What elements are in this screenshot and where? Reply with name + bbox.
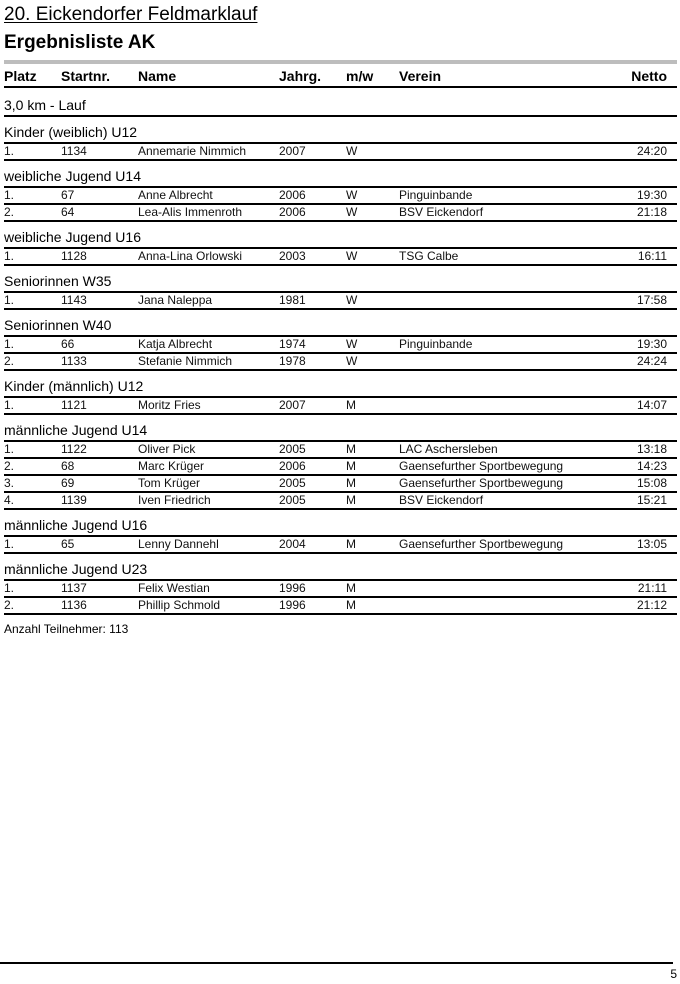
cell-netto: 21:12	[636, 598, 667, 612]
cell-mw: M	[346, 598, 356, 612]
cell-netto: 15:21	[636, 493, 667, 507]
participant-count: Anzahl Teilnehmer: 113	[4, 622, 129, 636]
cell-startnr: 65	[61, 537, 75, 551]
cell-jahrg: 2006	[279, 459, 306, 473]
cell-mw: W	[346, 188, 358, 202]
header-divider	[4, 60, 677, 64]
cell-netto: 15:08	[636, 476, 667, 490]
result-row	[4, 598, 677, 615]
cell-startnr: 1137	[61, 581, 87, 595]
cell-startnr: 1143	[61, 293, 87, 307]
cell-platz: 1.	[4, 442, 15, 456]
cell-verein: Pinguinbande	[399, 337, 473, 351]
age-group-title: männliche Jugend U16	[4, 515, 677, 537]
age-groups	[4, 122, 677, 620]
age-group	[4, 166, 677, 222]
cell-jahrg: 2005	[279, 442, 306, 456]
cell-name: Marc Krüger	[138, 459, 205, 473]
cell-name: Tom Krüger	[138, 476, 201, 490]
age-group-title: Kinder (männlich) U12	[4, 376, 677, 398]
cell-startnr: 67	[61, 188, 75, 202]
event-title: 20. Eickendorfer Feldmarklauf	[4, 4, 258, 25]
cell-startnr: 68	[61, 459, 75, 473]
cell-verein: TSG Calbe	[399, 249, 459, 263]
result-row	[4, 493, 677, 510]
cell-verein: Gaensefurther Sportbewegung	[399, 459, 564, 473]
age-group-title: weibliche Jugend U16	[4, 227, 677, 249]
cell-mw: W	[346, 337, 358, 351]
cell-netto: 16:11	[637, 249, 667, 263]
cell-netto: 17:58	[636, 293, 667, 307]
column-name: Name	[138, 68, 177, 84]
age-group	[4, 420, 677, 510]
cell-platz: 2.	[4, 459, 15, 473]
cell-platz: 1.	[4, 249, 15, 263]
cell-startnr: 1136	[61, 598, 87, 612]
cell-mw: W	[346, 205, 358, 219]
age-group	[4, 515, 677, 554]
result-row	[4, 249, 677, 266]
cell-mw: W	[346, 293, 358, 307]
cell-netto: 19:30	[636, 337, 667, 351]
cell-mw: M	[346, 459, 356, 473]
list-title: Ergebnisliste AK	[4, 32, 156, 53]
age-group	[4, 376, 677, 415]
cell-name: Felix Westian	[138, 581, 210, 595]
cell-netto: 13:05	[636, 537, 667, 551]
cell-mw: M	[346, 537, 356, 551]
cell-jahrg: 2006	[279, 205, 306, 219]
result-row	[4, 337, 677, 354]
cell-jahrg: 1996	[279, 598, 306, 612]
result-row	[4, 581, 677, 598]
cell-netto: 19:30	[636, 188, 667, 202]
cell-jahrg: 2006	[279, 188, 306, 202]
cell-mw: M	[346, 442, 356, 456]
cell-name: Phillip Schmold	[138, 598, 221, 612]
cell-netto: 14:07	[636, 398, 667, 412]
cell-jahrg: 2005	[279, 493, 306, 507]
age-group-title: männliche Jugend U23	[4, 559, 677, 581]
cell-platz: 4.	[4, 493, 15, 507]
cell-platz: 1.	[4, 581, 15, 595]
cell-startnr: 1128	[61, 249, 87, 263]
cell-verein: Gaensefurther Sportbewegung	[399, 476, 564, 490]
cell-startnr: 1139	[61, 493, 87, 507]
cell-mw: W	[346, 354, 358, 368]
cell-verein: BSV Eickendorf	[399, 493, 484, 507]
cell-mw: W	[346, 249, 358, 263]
age-group	[4, 271, 677, 310]
cell-name: Oliver Pick	[138, 442, 196, 456]
cell-netto: 14:23	[636, 459, 667, 473]
result-row	[4, 442, 677, 459]
result-row	[4, 188, 677, 205]
age-group	[4, 559, 677, 615]
race-title: 3,0 km - Lauf	[4, 95, 677, 117]
column-jahrg: Jahrg.	[279, 68, 322, 84]
age-group-title: Seniorinnen W35	[4, 271, 677, 293]
column-platz: Platz	[4, 68, 37, 84]
cell-netto: 24:20	[636, 144, 667, 158]
cell-name: Anna-Lina Orlowski	[138, 249, 243, 263]
cell-platz: 1.	[4, 293, 15, 307]
age-group	[4, 227, 677, 266]
cell-jahrg: 1978	[279, 354, 306, 368]
cell-verein: BSV Eickendorf	[399, 205, 484, 219]
result-row	[4, 205, 677, 222]
cell-jahrg: 2007	[279, 398, 306, 412]
cell-platz: 2.	[4, 598, 15, 612]
cell-name: Lenny Dannehl	[138, 537, 219, 551]
age-group-title: männliche Jugend U14	[4, 420, 677, 442]
cell-jahrg: 2004	[279, 537, 306, 551]
cell-startnr: 64	[61, 205, 75, 219]
cell-netto: 21:11	[637, 581, 667, 595]
cell-startnr: 1134	[61, 144, 87, 158]
cell-jahrg: 1996	[279, 581, 306, 595]
cell-name: Stefanie Nimmich	[138, 354, 233, 368]
footer-divider	[0, 962, 673, 964]
cell-name: Annemarie Nimmich	[138, 144, 247, 158]
cell-verein: Gaensefurther Sportbewegung	[399, 537, 564, 551]
cell-platz: 1.	[4, 337, 15, 351]
age-group-title: Seniorinnen W40	[4, 315, 677, 337]
result-row	[4, 537, 677, 554]
cell-jahrg: 2003	[279, 249, 306, 263]
result-row	[4, 398, 677, 415]
cell-netto: 21:18	[636, 205, 667, 219]
column-startnr: Startnr.	[61, 68, 111, 84]
cell-mw: M	[346, 476, 356, 490]
cell-startnr: 69	[61, 476, 75, 490]
age-group	[4, 122, 677, 161]
age-group	[4, 315, 677, 371]
cell-startnr: 66	[61, 337, 75, 351]
result-row	[4, 354, 677, 371]
result-row	[4, 459, 677, 476]
cell-netto: 24:24	[636, 354, 667, 368]
result-row	[4, 293, 677, 310]
cell-verein: LAC Aschersleben	[399, 442, 498, 456]
result-row	[4, 144, 677, 161]
cell-name: Jana Naleppa	[138, 293, 213, 307]
cell-name: Lea-Alis Immenroth	[138, 205, 243, 219]
cell-jahrg: 1981	[279, 293, 306, 307]
cell-startnr: 1133	[61, 354, 87, 368]
cell-mw: M	[346, 581, 356, 595]
column-header-row	[4, 66, 677, 88]
cell-platz: 3.	[4, 476, 15, 490]
cell-startnr: 1121	[61, 398, 87, 412]
column-mw: m/w	[346, 68, 374, 84]
cell-platz: 2.	[4, 205, 15, 219]
cell-name: Moritz Fries	[138, 398, 201, 412]
result-row	[4, 476, 677, 493]
cell-verein: Pinguinbande	[399, 188, 473, 202]
cell-platz: 1.	[4, 398, 15, 412]
age-group-title: Kinder (weiblich) U12	[4, 122, 677, 144]
cell-platz: 1.	[4, 188, 15, 202]
cell-jahrg: 2005	[279, 476, 306, 490]
cell-mw: M	[346, 398, 356, 412]
cell-startnr: 1122	[61, 442, 87, 456]
cell-platz: 2.	[4, 354, 15, 368]
cell-platz: 1.	[4, 144, 15, 158]
cell-platz: 1.	[4, 537, 15, 551]
cell-name: Iven Friedrich	[138, 493, 211, 507]
column-netto: Netto	[631, 68, 667, 84]
cell-name: Anne Albrecht	[138, 188, 213, 202]
column-verein: Verein	[399, 68, 442, 84]
page-number: 5	[670, 967, 677, 981]
cell-netto: 13:18	[636, 442, 667, 456]
cell-mw: M	[346, 493, 356, 507]
age-group-title: weibliche Jugend U14	[4, 166, 677, 188]
cell-jahrg: 2007	[279, 144, 306, 158]
cell-mw: W	[346, 144, 358, 158]
cell-name: Katja Albrecht	[138, 337, 213, 351]
cell-jahrg: 1974	[279, 337, 306, 351]
